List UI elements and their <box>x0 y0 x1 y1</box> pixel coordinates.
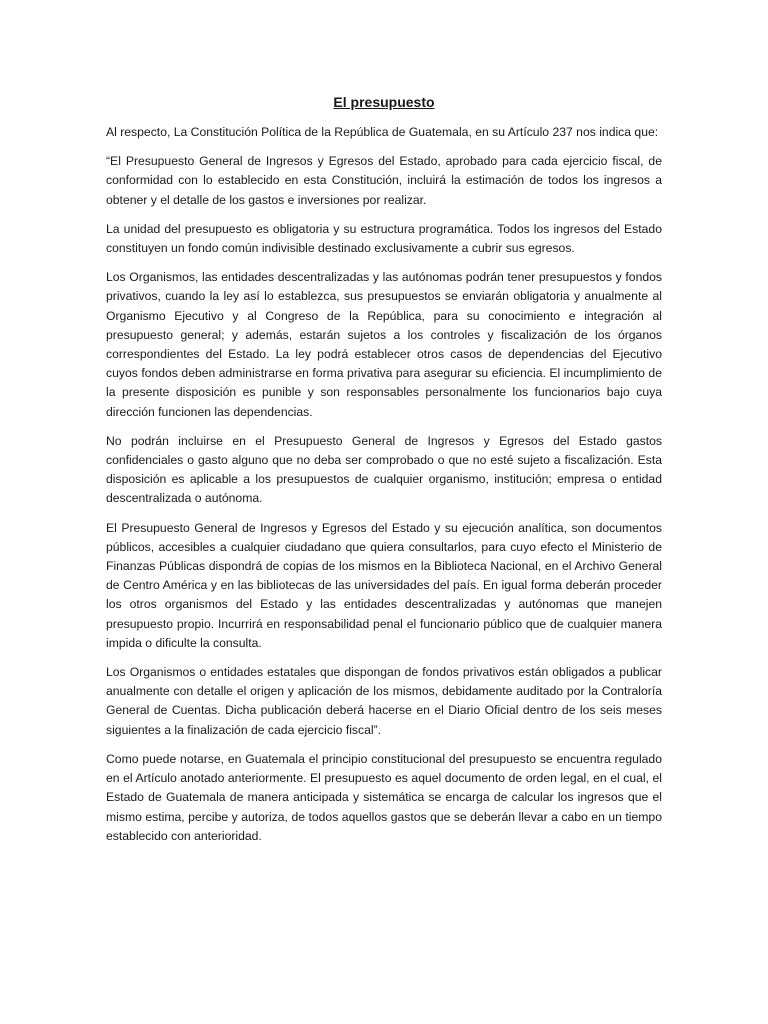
paragraph-quote-start: “El Presupuesto General de Ingresos y Egresos del Estado, aprobado para cada ejercicio fiscal, de conformidad con lo establecido en esta Constitución, incluirá la estimación de todos los ingresos a obtener y el detalle de los gastos e inversiones por realizar. <box>106 154 662 207</box>
document-page <box>106 92 662 856</box>
paragraph-public-documents: El Presupuesto General de Ingresos y Egresos del Estado y su ejecución analítica, son documentos públicos, accesibles a cualquier ciudadano que quiera consultarlos, para cuyo efecto el Ministerio de Finanzas Públicas dispondrá de copias de los mismos en la Biblioteca Nacional, en el Archivo General de Centro América y en las bibliotecas de las universidades del país. En igual forma deberán proceder los otros organismos del Estado y las entidades descentralizadas y autónomas que manejen presupuesto propio. Incurrirá en responsabilidad penal el funcionario público que de cualquier manera impida o dificulte la consulta. <box>106 520 662 650</box>
paragraph-confidential-expenses: No podrán incluirse en el Presupuesto General de Ingresos y Egresos del Estado gastos confidenciales o gasto alguno que no deba ser comprobado o que no esté sujeto a fiscalización. Esta disposición es aplicable a los presupuestos de cualquier organismo, institución; empresa o entidad descentralizada o autónoma. <box>106 433 662 506</box>
paragraph-private-funds: Los Organismos o entidades estatales que dispongan de fondos privativos están obligados a publicar anualmente con detalle el origen y aplicación de los mismos, debidamente auditado por la Contraloría General de Cuentas. Dicha publicación deberá hacerse en el Diario Oficial dentro de los seis meses siguientes a la finalización de cada ejercicio fiscal”. <box>106 665 662 737</box>
paragraph-budget-unity: La unidad del presupuesto es obligatoria y su estructura programática. Todos los ingresos del Estado constituyen un fondo común indivisible destinado exclusivamente a cubrir sus egresos. <box>106 221 662 256</box>
paragraph-organisms: Los Organismos, las entidades descentralizadas y las autónomas podrán tener presupuestos y fondos privativos, cuando la ley así lo establezca, sus presupuestos se enviarán obligatoria y anualmente al Organismo Ejecutivo y al Congreso de la República, para su conocimiento e integración al presupuesto general; y además, estarán sujetos a los controles y fiscalización de los órganos correspondientes del Estado. La ley podrá establecer otros casos de dependencias del Ejecutivo cuyos fondos deben administrarse en forma privativa para asegurar su eficiencia. El incumplimiento de la presente disposición es punible y son responsables personalmente los funcionarios bajo cuya dirección funcionen las dependencias. <box>106 270 662 419</box>
document-title: El presupuesto <box>333 94 435 110</box>
paragraph-conclusion: Como puede notarse, en Guatemala el principio constitucional del presupuesto se encuentra regulado en el Artículo anotado anteriormente. El presupuesto es aquel documento de orden legal, en el cual, el Estado de Guatemala de manera anticipada y sistemática se encarga de calcular los ingresos que el mismo estima, percibe y autoriza, de todos aquellos gastos que se deberán llevar a cabo en un tiempo establecido con anterioridad. <box>106 751 662 843</box>
paragraph-intro: Al respecto, La Constitución Política de la República de Guatemala, en su Artículo 237 nos indica que: <box>106 125 659 139</box>
